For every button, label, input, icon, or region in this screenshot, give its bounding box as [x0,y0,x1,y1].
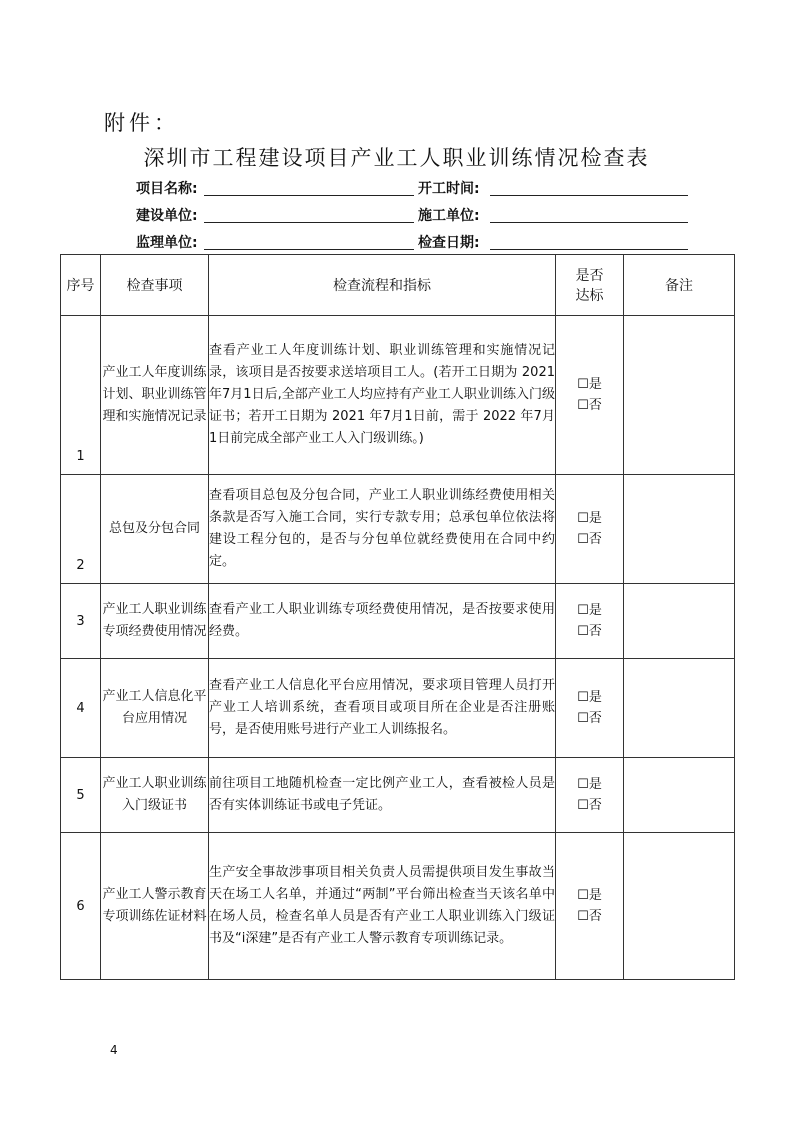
row-process: 生产安全事故涉事项目相关负责人员需提供项目发生事故当天在场工人名单，并通过“两制”平台筛出检查当天该名单中在场人员，检查名单人员是否有产业工人职业训练入门级证书及“i深建”是否有产业工人警示教育专项训练记录。 [209,833,556,980]
table-row [61,833,735,980]
yes-checkbox[interactable]: ☐是 [577,777,602,792]
row-process: 查看产业工人信息化平台应用情况，要求项目管理人员打开产业工人培训系统，查看项目或项目所在企业是否注册账号，是否使用账号进行产业工人训练报名。 [209,659,556,758]
yes-checkbox[interactable]: ☐是 [577,603,602,618]
header-pass [556,255,624,316]
note-cell[interactable] [624,584,735,659]
project-name-label: 项目名称: [136,181,198,197]
table-row [61,475,735,584]
no-checkbox[interactable]: ☐否 [577,532,602,547]
no-checkbox[interactable]: ☐否 [577,398,602,413]
pass-cell [556,316,624,475]
supervision-unit-label: 监理单位: [136,235,198,251]
attachment-label: 附件： [104,111,179,135]
yes-checkbox[interactable]: ☐是 [577,888,602,903]
header-item: 检查事项 [101,255,209,316]
supervision-unit-field[interactable] [204,249,414,250]
start-time-label: 开工时间: [418,181,480,197]
check-date-label: 检查日期: [418,235,480,251]
row-item: 产业工人职业训练专项经费使用情况 [101,584,209,659]
no-checkbox[interactable]: ☐否 [577,798,602,813]
row-number: 4 [61,659,101,758]
header-no: 序号 [61,255,101,316]
row-process: 前往项目工地随机检查一定比例产业工人，查看被检人员是否有实体训练证书或电子凭证。 [209,758,556,833]
note-cell[interactable] [624,833,735,980]
table-row [61,758,735,833]
table-row [61,659,735,758]
row-process: 查看产业工人职业训练专项经费使用情况，是否按要求使用经费。 [209,584,556,659]
construction-unit-field[interactable] [204,222,414,223]
note-cell[interactable] [624,316,735,475]
info-row-project [136,178,696,200]
row-number: 6 [61,833,101,980]
no-checkbox[interactable]: ☐否 [577,711,602,726]
row-process: 查看项目总包及分包合同，产业工人职业训练经费使用相关条款是否写入施工合同，实行专款专用；总承包单位依法将建设工程分包的，是否与分包单位就经费使用在合同中约定。 [209,475,556,584]
header-pass-line2: 达标 [575,288,604,304]
row-process: 查看产业工人年度训练计划、职业训练管理和实施情况记录，该项目是否按要求送培项目工人。(若开工日期为 2021 年7月1日后,全部产业工人均应持有产业工人职业训练入门级证书；若开工日期为 2021 年7月1日前，需于 2022 年7月1日前完成全部产业工人入门级训练。) [209,316,556,475]
start-time-field[interactable] [490,195,688,196]
row-number: 3 [61,584,101,659]
table-header-row [61,255,735,316]
pass-cell [556,659,624,758]
note-cell[interactable] [624,475,735,584]
yes-checkbox[interactable]: ☐是 [577,377,602,392]
header-process: 检查流程和指标 [209,255,556,316]
pass-cell [556,758,624,833]
row-item: 产业工人信息化平台应用情况 [101,659,209,758]
info-row-construction [136,205,696,227]
row-number: 1 [61,316,101,475]
row-item: 产业工人年度训练计划、职业训练管理和实施情况记录 [101,316,209,475]
row-number: 5 [61,758,101,833]
contractor-unit-label: 施工单位: [418,208,480,224]
header-note: 备注 [624,255,735,316]
no-checkbox[interactable]: ☐否 [577,624,602,639]
contractor-unit-field[interactable] [490,222,688,223]
header-pass-line1: 是否 [575,268,604,284]
yes-checkbox[interactable]: ☐是 [577,690,602,705]
pass-cell [556,833,624,980]
pass-cell [556,584,624,659]
construction-unit-label: 建设单位: [136,208,198,224]
pass-cell [556,475,624,584]
row-item: 产业工人职业训练入门级证书 [101,758,209,833]
check-date-field[interactable] [490,249,688,250]
inspection-table [60,254,735,980]
yes-checkbox[interactable]: ☐是 [577,511,602,526]
project-name-field[interactable] [204,195,414,196]
info-row-supervision [136,232,696,254]
row-item: 总包及分包合同 [101,475,209,584]
row-item: 产业工人警示教育专项训练佐证材料 [101,833,209,980]
page-number: 4 [110,1043,118,1057]
table-row [61,584,735,659]
no-checkbox[interactable]: ☐否 [577,909,602,924]
table-row [61,316,735,475]
note-cell[interactable] [624,659,735,758]
row-number: 2 [61,475,101,584]
form-title: 深圳市工程建设项目产业工人职业训练情况检查表 [143,146,650,170]
note-cell[interactable] [624,758,735,833]
